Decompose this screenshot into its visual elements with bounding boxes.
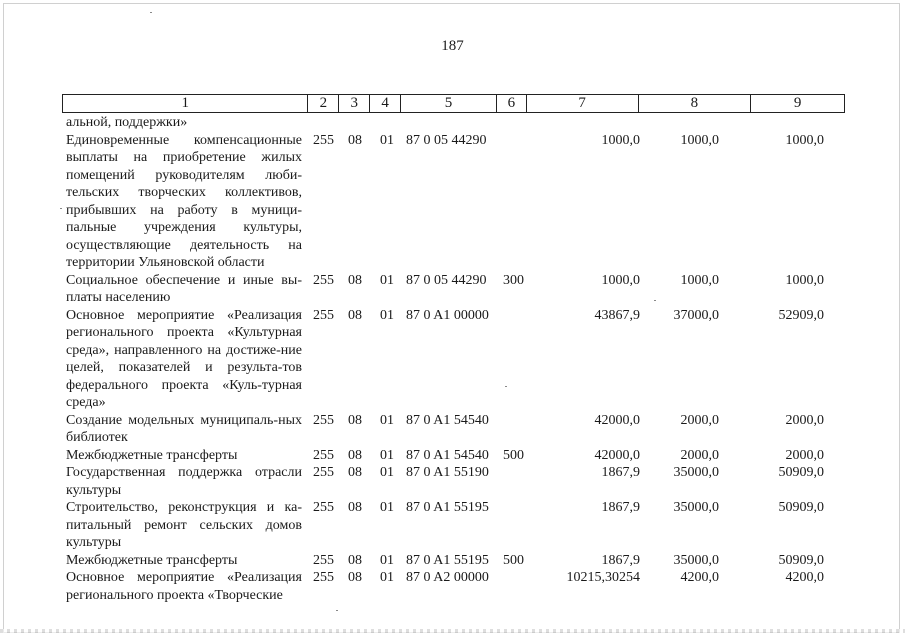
column-number-4: 4 — [370, 95, 401, 112]
page-number: 187 — [441, 38, 464, 54]
cell-amount-7: 1000,0 — [601, 132, 640, 148]
cell-vr: 500 — [503, 552, 524, 568]
cell-amount-9: 4200,0 — [785, 570, 824, 585]
cell-gr: 255 — [313, 132, 334, 148]
cell-gr: 255 — [313, 272, 334, 288]
table-row — [66, 132, 846, 272]
cell-pr: 01 — [380, 447, 394, 463]
scan-speck — [336, 610, 338, 611]
column-number-1: 1 — [63, 95, 308, 112]
cell-pr: 01 — [380, 500, 394, 515]
cell-amount-8: 35000,0 — [673, 500, 719, 515]
scan-speck — [150, 12, 152, 13]
cell-csr: 87 0 A1 54540 — [406, 447, 489, 463]
cell-csr: 87 0 A1 54540 — [406, 412, 489, 428]
cell-vr: 300 — [503, 272, 524, 288]
column-number-6: 6 — [497, 95, 527, 112]
cell-amount-7: 1867,9 — [601, 500, 640, 515]
cell-amount-8: 2000,0 — [680, 412, 719, 428]
cell-amount-8: 35000,0 — [673, 552, 719, 568]
row-name: Создание модельных муниципаль-ных библиотек — [66, 412, 302, 445]
cell-amount-9: 2000,0 — [785, 412, 824, 428]
cell-amount-8: 35000,0 — [673, 465, 719, 480]
cell-amount-7: 42000,0 — [594, 412, 640, 428]
cell-amount-8: 1000,0 — [680, 272, 719, 288]
scan-speck — [505, 386, 507, 387]
cell-rz: 08 — [348, 132, 362, 148]
cell-pr: 01 — [380, 307, 394, 323]
cell-amount-8: 1000,0 — [680, 132, 719, 148]
cell-rz: 08 — [348, 307, 362, 323]
column-number-8: 8 — [639, 95, 752, 112]
cell-amount-9: 1000,0 — [785, 132, 824, 148]
cell-gr: 255 — [313, 307, 334, 323]
cell-csr: 87 0 A1 55190 — [406, 465, 489, 480]
cell-amount-7: 42000,0 — [594, 447, 640, 463]
cell-amount-8: 4200,0 — [680, 570, 719, 585]
table-row — [66, 412, 846, 447]
column-number-header — [62, 94, 845, 113]
cell-amount-7: 10215,30254 — [566, 570, 640, 585]
cell-vr: 500 — [503, 447, 524, 463]
cell-rz: 08 — [348, 272, 362, 288]
cell-amount-9: 52909,0 — [778, 307, 824, 323]
cell-rz: 08 — [348, 500, 362, 515]
cell-pr: 01 — [380, 570, 394, 585]
column-number-9: 9 — [793, 95, 802, 111]
cell-amount-9: 1000,0 — [785, 272, 824, 288]
row-name: Межбюджетные трансферты — [66, 447, 238, 463]
scan-speck — [654, 300, 656, 301]
cell-pr: 01 — [380, 552, 394, 568]
cell-gr: 255 — [313, 465, 334, 480]
row-name: Основное мероприятие «Реализация регионального проекта «Творческие — [66, 570, 302, 603]
cell-rz: 08 — [348, 570, 362, 585]
row-name: Межбюджетные трансферты — [66, 552, 238, 568]
scan-edge-noise — [0, 629, 905, 633]
cell-gr: 255 — [313, 570, 334, 585]
cell-amount-7: 1000,0 — [601, 272, 640, 288]
cell-amount-9: 50909,0 — [778, 552, 824, 568]
column-number-7: 7 — [527, 95, 639, 112]
cell-csr: 87 0 05 44290 — [406, 272, 487, 288]
row-name: Единовременные компенсационные выплаты на приобретение жилых помещений руководителям люби-тельских творческих коллективов, прибывших на работу в муници-пальные учреждения культуры, осуществляющие деятельность на территории Ульяновской области — [66, 132, 302, 270]
cell-rz: 08 — [348, 552, 362, 568]
cell-csr: 87 0 A1 00000 — [406, 307, 489, 323]
table-row — [66, 307, 846, 412]
cell-csr: 87 0 A1 55195 — [406, 552, 489, 568]
column-number-3: 3 — [339, 95, 370, 112]
budget-table-body — [66, 114, 846, 604]
cell-amount-8: 37000,0 — [673, 307, 719, 323]
cell-amount-8: 2000,0 — [680, 447, 719, 463]
cell-rz: 08 — [348, 447, 362, 463]
table-row — [66, 499, 846, 552]
cell-csr: 87 0 A1 55195 — [406, 500, 489, 515]
row-name: Государственная поддержка отрасли культуры — [66, 465, 302, 498]
cell-gr: 255 — [313, 412, 334, 428]
column-number-5: 5 — [401, 95, 497, 112]
row-name: Основное мероприятие «Реализация регионального проекта «Культурная среда», направленного на достиже-ние целей, показателей и результа-тов федерального проекта «Куль-турная среда» — [66, 307, 302, 410]
table-row — [66, 447, 846, 465]
cell-gr: 255 — [313, 500, 334, 515]
cell-amount-9: 2000,0 — [785, 447, 824, 463]
table-row — [66, 464, 846, 499]
cell-rz: 08 — [348, 412, 362, 428]
cell-pr: 01 — [380, 465, 394, 480]
cell-pr: 01 — [380, 132, 394, 148]
cell-amount-7: 1867,9 — [601, 465, 640, 480]
table-row — [66, 114, 846, 132]
row-name: Строительство, реконструкция и ка-питальный ремонт сельских домов культуры — [66, 500, 302, 550]
cell-gr: 255 — [313, 552, 334, 568]
cell-csr: 87 0 05 44290 — [406, 132, 487, 148]
row-name: Социальное обеспечение и иные вы-платы населению — [66, 272, 302, 305]
cell-csr: 87 0 A2 00000 — [406, 570, 489, 585]
table-row — [66, 552, 846, 570]
cell-gr: 255 — [313, 447, 334, 463]
cell-pr: 01 — [380, 272, 394, 288]
cell-amount-7: 43867,9 — [594, 307, 640, 323]
scan-speck — [60, 208, 62, 209]
cell-amount-7: 1867,9 — [601, 552, 640, 568]
table-row — [66, 569, 846, 604]
table-row — [66, 272, 846, 307]
row-name: альной, поддержки» — [66, 115, 188, 130]
cell-amount-9: 50909,0 — [778, 465, 824, 480]
cell-pr: 01 — [380, 412, 394, 428]
cell-amount-9: 50909,0 — [778, 500, 824, 515]
cell-rz: 08 — [348, 465, 362, 480]
column-number-2: 2 — [308, 95, 339, 112]
